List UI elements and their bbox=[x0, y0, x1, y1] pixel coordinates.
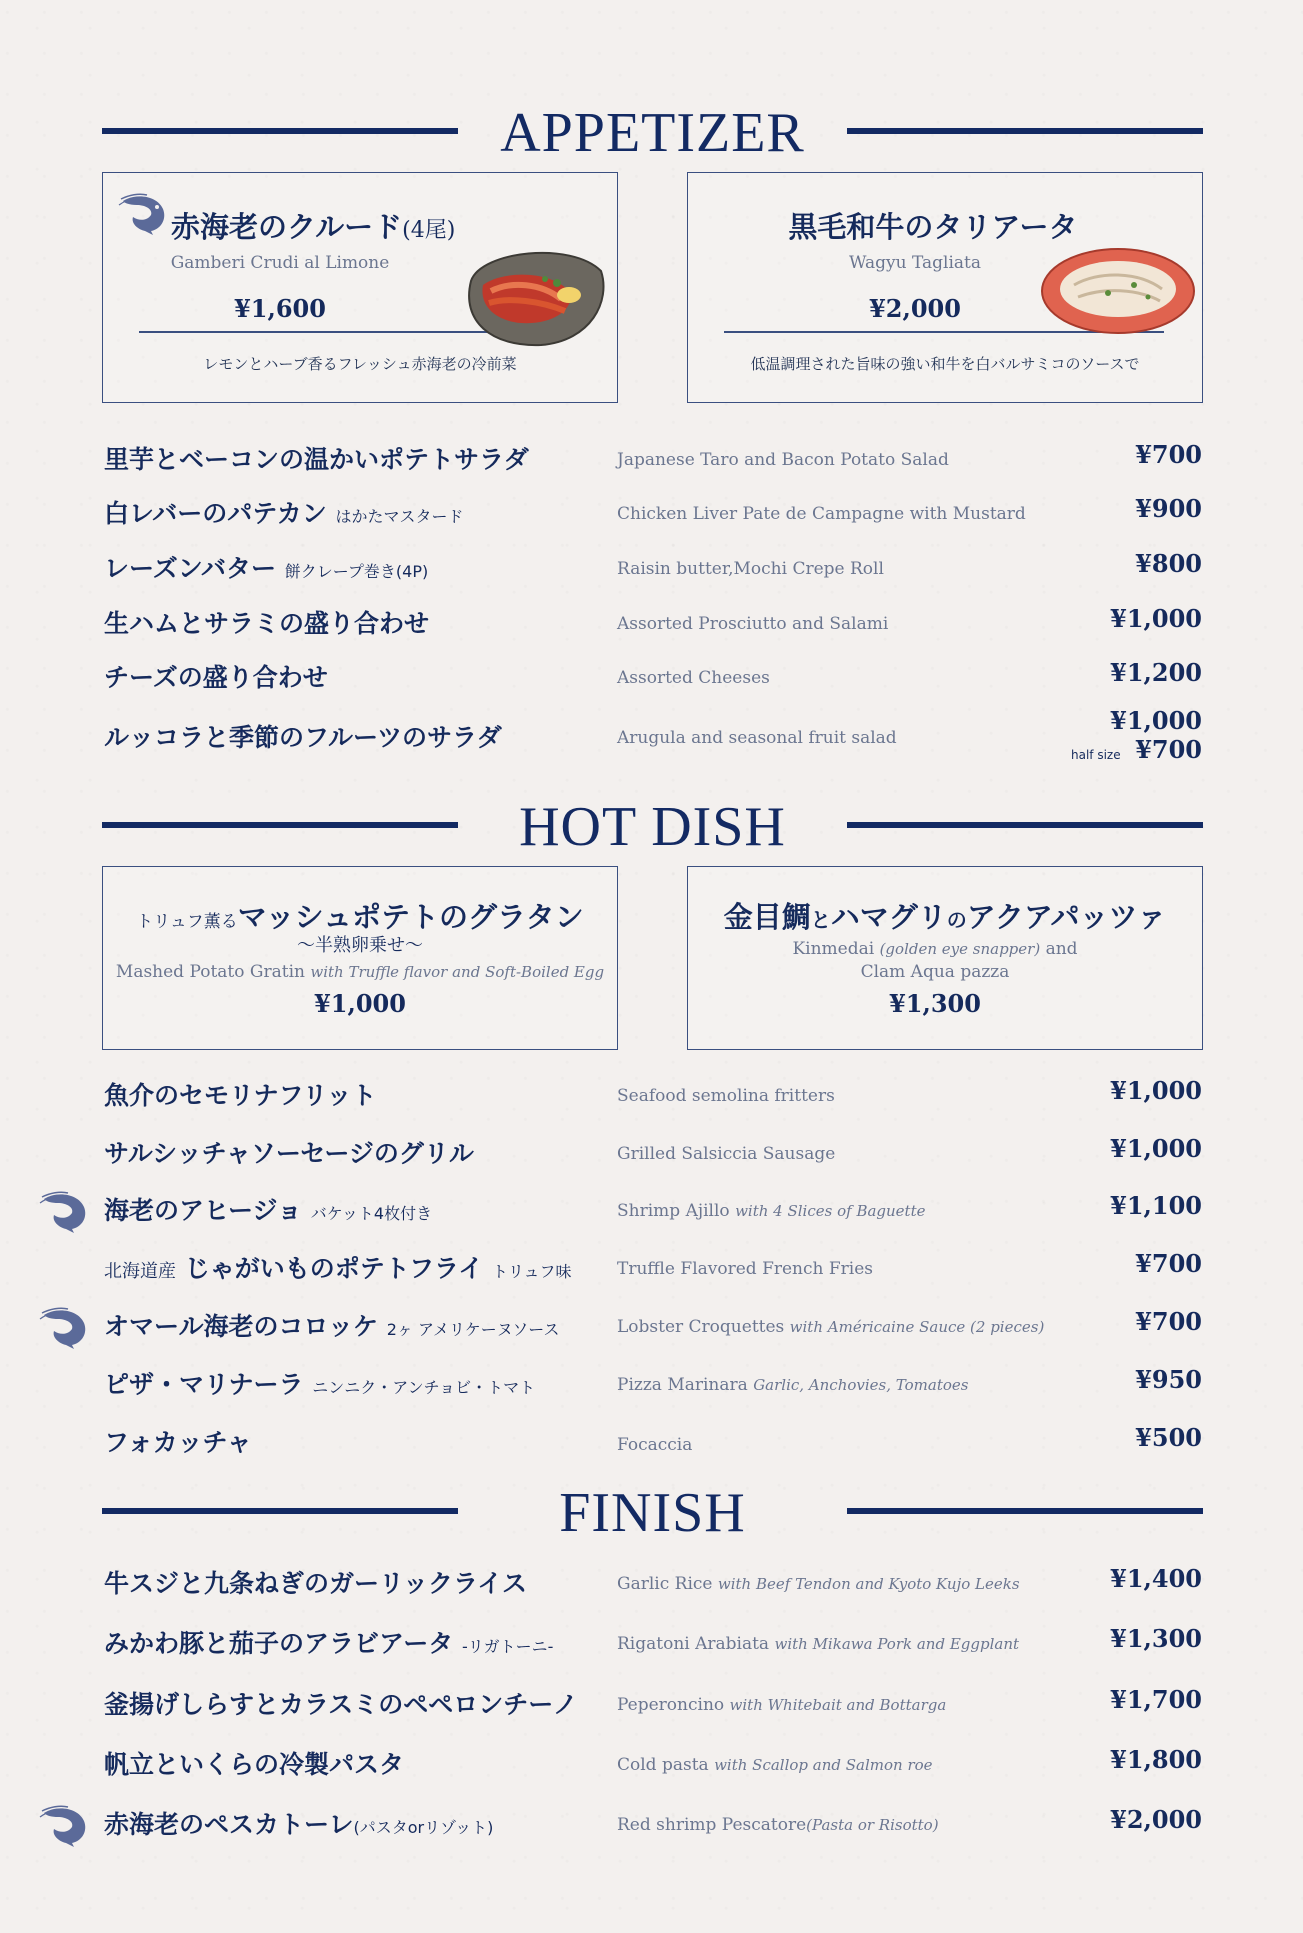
list-item bbox=[0, 1564, 1303, 1608]
list-item bbox=[0, 1745, 1303, 1789]
item-en: Cold pasta with Scallop and Salmon roe bbox=[617, 1755, 933, 1775]
section-title-finish: FINISH bbox=[559, 1482, 746, 1544]
featured-description: 低温調理された旨味の強い和牛を白バルサミコのソースで bbox=[750, 355, 1140, 373]
featured-en-title: Wagyu Tagliata bbox=[849, 253, 981, 273]
list-item bbox=[0, 1249, 1303, 1293]
item-en: Chicken Liver Pate de Campagne with Mustard bbox=[617, 504, 1026, 524]
item-price: ¥1,100 bbox=[1110, 1191, 1202, 1220]
list-item bbox=[0, 1076, 1303, 1120]
featured-price: ¥1,300 bbox=[889, 989, 981, 1018]
featured-gratin-box bbox=[102, 866, 618, 1050]
item-en: Truffle Flavored French Fries bbox=[617, 1259, 874, 1279]
header-rule-left bbox=[102, 128, 458, 134]
item-jp: ピザ・マリナーラ ニンニク・アンチョビ・トマト bbox=[104, 1370, 536, 1399]
item-price: ¥700 bbox=[1135, 1307, 1202, 1336]
item-jp: 白レバーのパテカン はかたマスタード bbox=[104, 499, 464, 528]
item-price: ¥1,000 bbox=[1110, 706, 1202, 735]
item-jp: 釜揚げしらすとカラスミのペペロンチーノ bbox=[104, 1690, 578, 1719]
featured-en-title-line2: Clam Aqua pazza bbox=[860, 962, 1010, 982]
list-item bbox=[0, 1134, 1303, 1178]
finish-header bbox=[102, 1483, 1203, 1543]
item-price: ¥1,200 bbox=[1110, 658, 1202, 687]
header-rule-right bbox=[847, 822, 1203, 828]
item-en: Focaccia bbox=[617, 1435, 693, 1455]
item-price: ¥1,000 bbox=[1110, 1134, 1202, 1163]
item-en: Peperoncino with Whitebait and Bottarga bbox=[617, 1695, 947, 1715]
header-rule-left bbox=[102, 822, 458, 828]
item-price: ¥1,300 bbox=[1110, 1624, 1202, 1653]
item-jp: ルッコラと季節のフルーツのサラダ bbox=[104, 723, 502, 752]
hotdish-header bbox=[102, 797, 1203, 857]
list-item bbox=[0, 1685, 1303, 1729]
featured-en-title: Gamberi Crudi al Limone bbox=[170, 253, 390, 273]
item-jp: 赤海老のペスカトーレ(パスタorリゾット) bbox=[104, 1810, 494, 1839]
section-title-hotdish: HOT DISH bbox=[519, 796, 786, 858]
item-price: ¥1,000 bbox=[1110, 1076, 1202, 1105]
featured-jp-subtitle: 〜半熟卵乗せ〜 bbox=[297, 935, 423, 956]
featured-price: ¥1,600 bbox=[234, 294, 326, 323]
item-jp: フォカッチャ bbox=[104, 1428, 252, 1457]
list-item bbox=[0, 1307, 1303, 1351]
featured-jp-title: トリュフ薫るマッシュポテトのグラタン bbox=[136, 900, 584, 934]
featured-jp-title: 黒毛和牛のタリアータ bbox=[788, 210, 1078, 244]
shrimp-dish-image bbox=[461, 241, 609, 351]
item-jp: 生ハムとサラミの盛り合わせ bbox=[104, 609, 430, 638]
featured-en-title: Mashed Potato Gratin with Truffle flavor and Soft-Boiled Egg bbox=[115, 962, 605, 982]
list-item bbox=[0, 604, 1303, 648]
item-jp: 帆立といくらの冷製パスタ bbox=[104, 1750, 405, 1779]
wagyu-dish-image bbox=[1038, 241, 1198, 341]
shrimp-icon bbox=[117, 191, 169, 237]
list-item bbox=[0, 1365, 1303, 1409]
header-rule-right bbox=[847, 128, 1203, 134]
shrimp-icon bbox=[38, 1803, 90, 1849]
item-price: ¥500 bbox=[1135, 1423, 1202, 1452]
list-item bbox=[0, 1423, 1303, 1467]
list-item bbox=[0, 1191, 1303, 1235]
item-en: Japanese Taro and Bacon Potato Salad bbox=[617, 450, 949, 470]
item-jp: 海老のアヒージョ バケット4枚付き bbox=[104, 1196, 433, 1225]
item-jp: 牛スジと九条ねぎのガーリックライス bbox=[104, 1569, 528, 1598]
item-jp: オマール海老のコロッケ 2ヶ アメリケーヌソース bbox=[104, 1312, 560, 1341]
item-jp: サルシッチャソーセージのグリル bbox=[104, 1139, 474, 1168]
appetizer-header bbox=[102, 103, 1203, 163]
featured-gamberi-box bbox=[102, 172, 618, 403]
half-size-price: ¥700 bbox=[1135, 735, 1202, 764]
item-en: Grilled Salsiccia Sausage bbox=[617, 1144, 836, 1164]
item-price: ¥700 bbox=[1135, 440, 1202, 469]
item-jp: 北海道産 じゃがいものポテトフライ トリュフ味 bbox=[104, 1254, 572, 1283]
featured-acquapazza-box bbox=[687, 866, 1203, 1050]
shrimp-icon bbox=[38, 1305, 90, 1351]
featured-jp-title: 金目鯛とハマグリのアクアパッツァ bbox=[723, 900, 1167, 934]
item-en: Garlic Rice with Beef Tendon and Kyoto Kujo Leeks bbox=[617, 1574, 1020, 1594]
list-item bbox=[0, 706, 1303, 766]
item-en: Red shrimp Pescatore(Pasta or Risotto) bbox=[617, 1815, 939, 1835]
featured-jp-title: 赤海老のクルード(4尾) bbox=[171, 210, 456, 244]
list-item bbox=[0, 1805, 1303, 1849]
item-en: Pizza Marinara Garlic, Anchovies, Tomatoes bbox=[617, 1375, 969, 1395]
item-en: Assorted Prosciutto and Salami bbox=[617, 614, 889, 634]
featured-wagyu-box bbox=[687, 172, 1203, 403]
list-item bbox=[0, 549, 1303, 593]
featured-en-title: Kinmedai (golden eye snapper) and bbox=[792, 939, 1078, 959]
item-jp: チーズの盛り合わせ bbox=[104, 663, 328, 692]
item-en: Seafood semolina fritters bbox=[617, 1086, 835, 1106]
item-jp: 魚介のセモリナフリット bbox=[104, 1081, 377, 1110]
list-item bbox=[0, 1624, 1303, 1668]
item-price: ¥900 bbox=[1135, 494, 1202, 523]
item-price: ¥1,700 bbox=[1110, 1685, 1202, 1714]
item-price: ¥1,400 bbox=[1110, 1564, 1202, 1593]
list-item bbox=[0, 440, 1303, 484]
item-price: ¥2,000 bbox=[1110, 1805, 1202, 1834]
item-price: ¥950 bbox=[1135, 1365, 1202, 1394]
item-price: ¥1,800 bbox=[1110, 1745, 1202, 1774]
featured-price: ¥2,000 bbox=[869, 294, 961, 323]
featured-price: ¥1,000 bbox=[314, 989, 406, 1018]
header-rule-left bbox=[102, 1508, 458, 1514]
item-en: Raisin butter,Mochi Crepe Roll bbox=[617, 559, 884, 579]
list-item bbox=[0, 658, 1303, 702]
half-size-label: half size bbox=[1071, 748, 1121, 762]
shrimp-icon bbox=[38, 1189, 90, 1235]
section-title-appetizer: APPETIZER bbox=[500, 102, 805, 164]
list-item bbox=[0, 494, 1303, 538]
item-en: Assorted Cheeses bbox=[617, 668, 770, 688]
item-jp: 里芋とベーコンの温かいポテトサラダ bbox=[104, 445, 529, 474]
item-price: ¥800 bbox=[1135, 549, 1202, 578]
header-rule-right bbox=[847, 1508, 1203, 1514]
item-en: Arugula and seasonal fruit salad bbox=[617, 728, 897, 748]
item-en: Shrimp Ajillo with 4 Slices of Baguette bbox=[617, 1201, 926, 1221]
item-en: Rigatoni Arabiata with Mikawa Pork and Eggplant bbox=[617, 1634, 1020, 1654]
item-jp: みかわ豚と茄子のアラビアータ -リガトーニ- bbox=[104, 1629, 554, 1658]
item-jp: レーズンバター 餅クレープ巻き(4P) bbox=[104, 554, 429, 583]
featured-description: レモンとハーブ香るフレッシュ赤海老の冷前菜 bbox=[203, 355, 517, 373]
item-price: ¥1,000 bbox=[1110, 604, 1202, 633]
item-price: ¥700 bbox=[1135, 1249, 1202, 1278]
item-en: Lobster Croquettes with Américaine Sauce (2 pieces) bbox=[617, 1317, 1045, 1337]
